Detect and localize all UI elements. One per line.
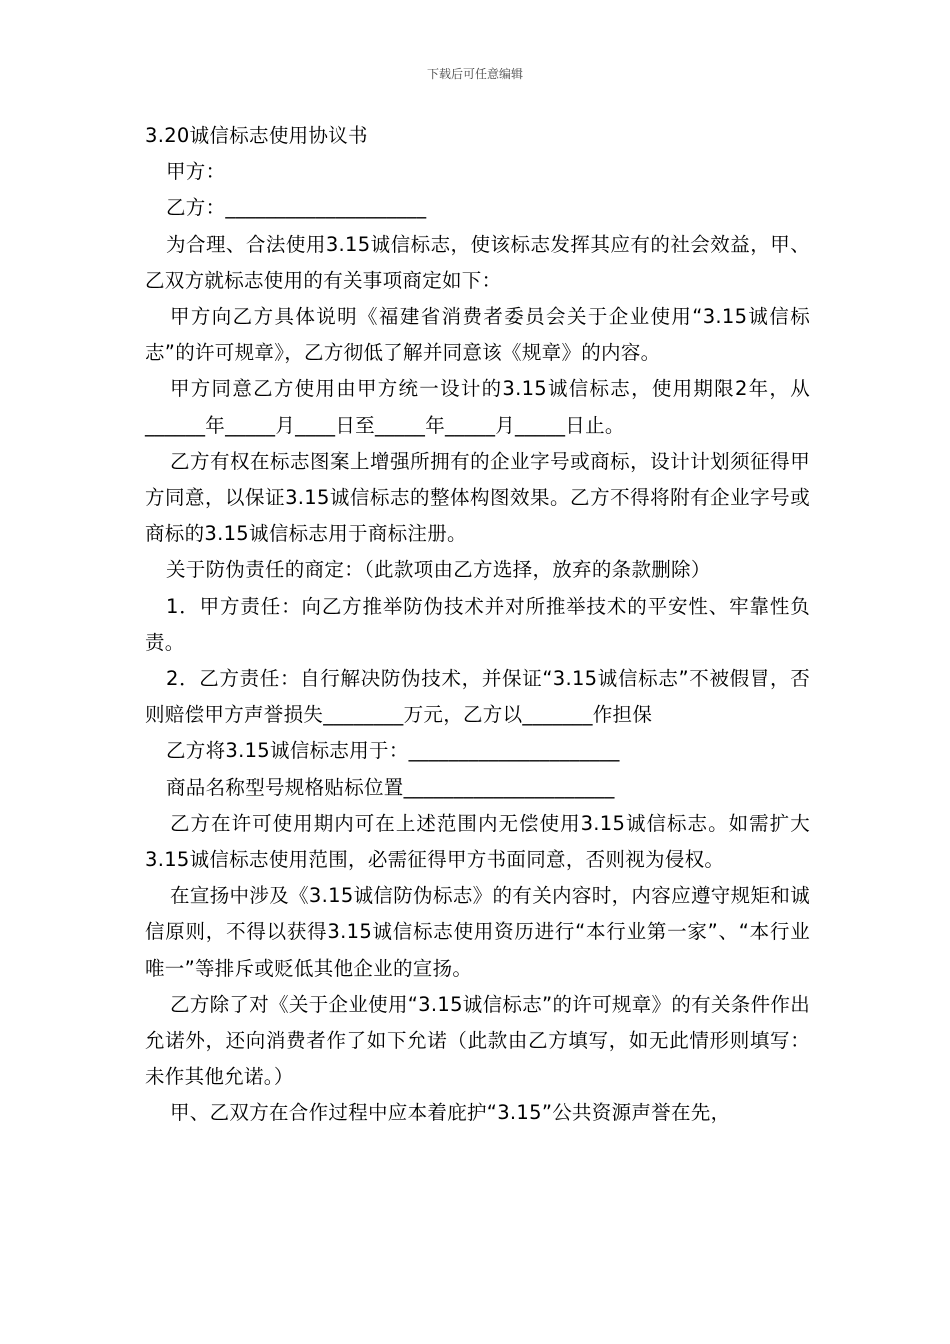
document-body	[145, 118, 810, 1132]
paragraph: 甲方同意乙方使用由甲方统一设计的3.15诚信标志，使用期限2年，从______年_____月____日至_____年_____月_____日止。	[145, 377, 810, 437]
party-b-line: 乙方：____________________	[166, 196, 427, 220]
party-a-line: 甲方：	[166, 160, 226, 184]
page-header: 下载后可任意编辑	[426, 67, 523, 81]
paragraph: 商品名称型号规格贴标位置_____________________	[166, 775, 615, 799]
paragraph: 甲、乙双方在合作过程中应本着庇护“3.15”公共资源声誉在先，	[170, 1101, 731, 1125]
paragraph: 甲方向乙方具体说明《福建省消费者委员会关于企业使用“3.15诚信标志”的许可规章》，乙方彻低了解并同意该《规章》的内容。	[145, 305, 810, 365]
paragraph: 乙方在许可使用期内可在上述范围内无偿使用3.15诚信标志。如需扩大3.15诚信标志使用范围，必需征得甲方书面同意，否则视为侵权。	[145, 811, 810, 872]
paragraph: 乙方有权在标志图案上增强所拥有的企业字号或商标，设计计划须征得甲方同意，以保证3.15诚信标志的整体构图效果。乙方不得将附有企业字号或商标的3.15诚信标志用于商标注册。	[145, 449, 810, 546]
paragraph: 2．乙方责任：自行解决防伪技术，并保证“3.15诚信标志”不被假冒，否则赔偿甲方声誉损失________万元，乙方以_______作担保	[145, 667, 810, 727]
paragraph: 关于防伪责任的商定：（此款项由乙方选择，放弃的条款删除）	[166, 558, 711, 582]
paragraph: 乙方将3.15诚信标志用于：_____________________	[166, 739, 620, 763]
paragraph: 1．甲方责任：向乙方推举防伪技术并对所推举技术的平安性、牢靠性负责。	[145, 594, 810, 654]
paragraph: 为合理、合法使用3.15诚信标志，使该标志发挥其应有的社会效益，甲、乙双方就标志使用的有关事项商定如下：	[145, 232, 810, 292]
paragraph: 在宣扬中涉及《3.15诚信防伪标志》的有关内容时，内容应遵守规矩和诚信原则，不得以获得3.15诚信标志使用资历进行“本行业第一家”、“本行业唯一”等排斥或贬低其他企业的宣扬。	[145, 884, 810, 980]
document-title: 3.20诚信标志使用协议书	[145, 124, 368, 147]
paragraph: 乙方除了对《关于企业使用“3.15诚信标志”的许可规章》的有关条件作出允诺外，还向消费者作了如下允诺（此款由乙方填写，如无此情形则填写：未作其他允诺。）	[145, 992, 810, 1089]
